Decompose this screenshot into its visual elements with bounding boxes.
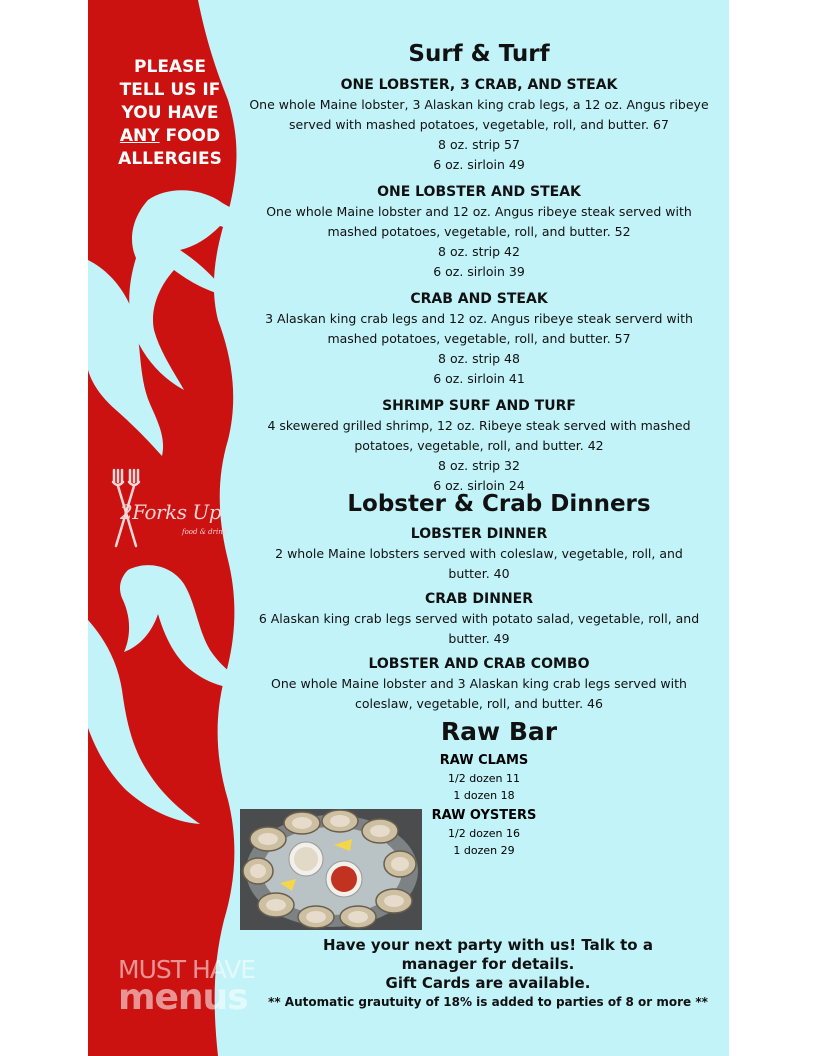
- menu-item: [424, 752, 544, 804]
- item-name: CRAB AND STEAK: [410, 291, 548, 307]
- item-option: 1/2 dozen 16: [448, 827, 520, 840]
- allergy-line: [96, 125, 244, 148]
- menu-item: [248, 524, 710, 584]
- restaurant-logo: [102, 466, 232, 552]
- item-description: 3 Alaskan king crab legs and 12 oz. Angus ribeye steak serverd with mashed potatoes, vegetable, roll, and butter. 57: [265, 311, 693, 346]
- oyster-platter-photo: [240, 809, 422, 930]
- item-description: 2 whole Maine lobsters served with coleslaw, vegetable, roll, and butter. 40: [275, 546, 683, 581]
- item-name: ONE LOBSTER, 3 CRAB, AND STEAK: [340, 77, 618, 93]
- menu-item: [248, 182, 710, 282]
- item-option: 8 oz. strip 57: [438, 137, 520, 152]
- item-name: LOBSTER AND CRAB COMBO: [368, 656, 590, 672]
- item-description: 4 skewered grilled shrimp, 12 oz. Ribeye steak served with mashed potatoes, vegetable, roll, and butter. 42: [267, 418, 691, 453]
- section-title-raw-bar: Raw Bar: [440, 717, 558, 746]
- gratuity-note: ** Automatic grautuity of 18% is added to parties of 8 or more **: [268, 995, 708, 1009]
- section-title-lobster-crab: Lobster & Crab Dinners: [347, 491, 651, 517]
- menu-item: [248, 75, 710, 175]
- allergy-line: TELL US IF: [119, 80, 221, 100]
- item-name: RAW CLAMS: [439, 753, 529, 768]
- menu-item: [248, 654, 710, 714]
- allergy-line: ALLERGIES: [118, 149, 222, 169]
- item-option: 8 oz. strip 42: [438, 244, 520, 259]
- item-description: One whole Maine lobster and 3 Alaskan king crab legs served with coleslaw, vegetable, roll, and butter. 46: [271, 676, 687, 711]
- allergy-line: YOU HAVE: [121, 103, 219, 123]
- allergy-line-rest: FOOD: [159, 126, 221, 146]
- allergy-emphasis: ANY: [119, 126, 160, 146]
- item-description: One whole Maine lobster, 3 Alaskan king crab legs, a 12 oz. Angus ribeye served with mashed potatoes, vegetable, roll, and butter. 67: [249, 97, 709, 132]
- watermark-line1: MUST HAVE: [118, 955, 256, 984]
- footer-line: Have your next party with us! Talk to a: [323, 936, 653, 954]
- item-description: 6 Alaskan king crab legs served with potato salad, vegetable, roll, and butter. 49: [258, 611, 700, 646]
- item-option: 6 oz. sirloin 24: [433, 478, 525, 493]
- item-option: 6 oz. sirloin 49: [433, 157, 525, 172]
- menu-item: [248, 589, 710, 649]
- allergy-line: PLEASE: [134, 57, 206, 77]
- menu-item: [248, 396, 710, 496]
- section-title-surf-turf: Surf & Turf: [408, 41, 550, 67]
- item-option: 8 oz. strip 48: [438, 351, 520, 366]
- item-option: 1 dozen 18: [453, 789, 515, 802]
- item-name: LOBSTER DINNER: [410, 526, 548, 542]
- footer-line: manager for details.: [401, 955, 575, 973]
- menu-item: [424, 807, 544, 859]
- item-option: 1 dozen 29: [453, 844, 515, 857]
- footer-line: Gift Cards are available.: [385, 974, 591, 992]
- logo-tagline: food & drink: [182, 528, 227, 536]
- item-option: 6 oz. sirloin 39: [433, 264, 525, 279]
- item-option: 8 oz. strip 32: [438, 458, 520, 473]
- watermark-line2: menus: [118, 977, 248, 1018]
- item-name: ONE LOBSTER AND STEAK: [377, 184, 581, 200]
- logo-name: 2Forks Up: [120, 500, 222, 524]
- item-name: RAW OYSTERS: [431, 808, 537, 823]
- item-description: One whole Maine lobster and 12 oz. Angus ribeye steak served with mashed potatoes, vegetable, roll, and butter. 52: [266, 204, 692, 239]
- item-option: 6 oz. sirloin 41: [433, 371, 525, 386]
- menu-item: [248, 289, 710, 389]
- item-name: SHRIMP SURF AND TURF: [382, 398, 576, 414]
- item-option: 1/2 dozen 11: [448, 772, 520, 785]
- footer: [248, 936, 728, 1011]
- item-name: CRAB DINNER: [424, 591, 534, 607]
- allergy-notice: [96, 56, 244, 171]
